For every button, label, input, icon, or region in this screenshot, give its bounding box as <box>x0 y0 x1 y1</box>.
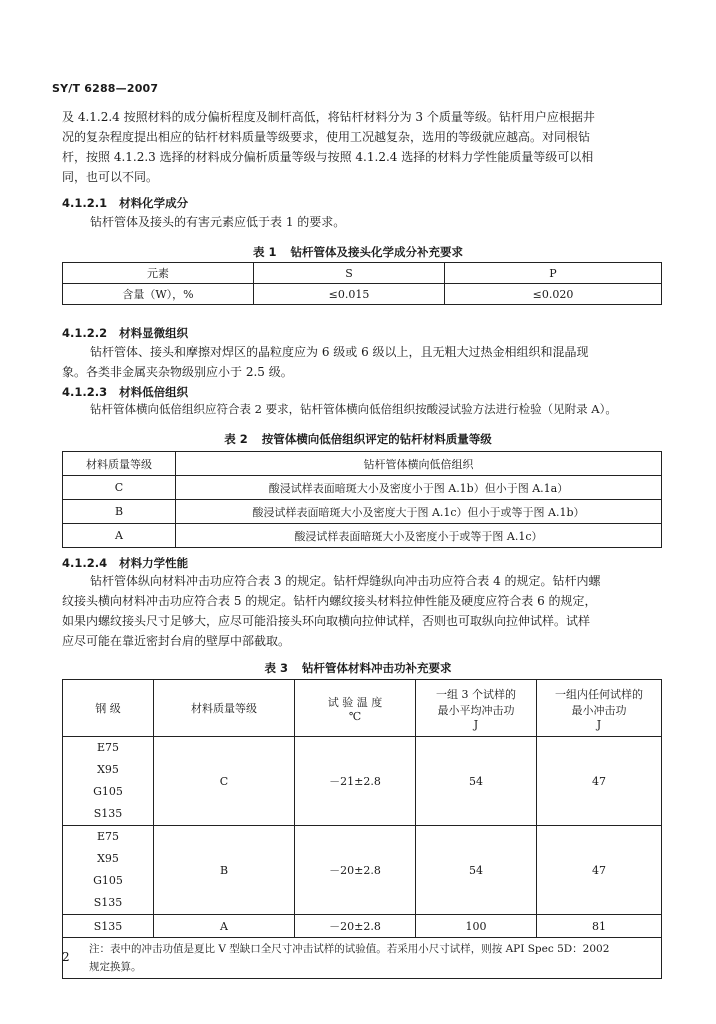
note-line: 注：表中的冲击功值是夏比 V 型缺口全尺寸冲击试样的试验值。若采用小尺寸试样，则按 API Spec 5D：2002 <box>89 943 610 955</box>
header-line: ℃ <box>348 709 362 723</box>
para-line: 如果内螺纹接头尺寸足够大，应尽可能沿接头环向取横向拉伸试样，否则也可取纵向拉伸试样。试样 <box>62 614 591 628</box>
table-row <box>63 476 662 500</box>
grade-item: S135 <box>93 896 123 909</box>
table-header-row <box>63 680 662 737</box>
table-header-row <box>63 263 662 284</box>
table-number: 表 1 <box>252 245 277 259</box>
section-4122-text <box>62 342 662 382</box>
section-number: 4.1.2.2 <box>62 326 108 340</box>
table-row <box>63 524 662 548</box>
table-cell: 47 <box>537 826 662 915</box>
grade-item: E75 <box>96 830 120 843</box>
table-header-cell <box>295 680 416 737</box>
grade-item: S135 <box>93 807 123 820</box>
table-cell: A <box>63 524 176 548</box>
table-header-cell: 钻杆管体横向低倍组织 <box>176 452 662 476</box>
grade-item: G105 <box>93 874 123 887</box>
table-header-cell: 材料质量等级 <box>154 680 295 737</box>
header-line: 试 验 温 度 <box>327 695 383 709</box>
header-line: J <box>473 717 479 731</box>
table-cell: B <box>154 826 295 915</box>
table-cell: 47 <box>537 737 662 826</box>
grade-item: X95 <box>97 852 119 865</box>
section-number: 4.1.2.4 <box>62 556 108 570</box>
para-line: 应尽可能在靠近密封台肩的壁厚中部截取。 <box>62 634 291 648</box>
table-cell-grades <box>63 737 154 826</box>
table-cell: 54 <box>416 826 537 915</box>
table-number: 表 2 <box>224 432 248 446</box>
section-title: 材料化学成分 <box>119 196 189 210</box>
header-line: 最小冲击功 <box>571 703 627 717</box>
table-cell: ≤0.015 <box>254 284 445 305</box>
table-header-cell: P <box>445 263 662 284</box>
table-cell: A <box>154 915 295 938</box>
table1-caption <box>0 244 716 260</box>
table-header-cell: 钢 级 <box>63 680 154 737</box>
page-number: 2 <box>62 950 70 964</box>
table2-caption <box>0 431 716 447</box>
table-row <box>63 284 662 305</box>
note-line: 规定换算。 <box>89 961 142 973</box>
para-line: 杆，按照 4.1.2.3 选择的材料成分偏析质量等级与按照 4.1.2.4 选择的材料力学性能质量等级可以相 <box>62 150 594 164</box>
table-row <box>63 826 662 915</box>
para-line: 钻杆管体纵向材料冲击功应符合表 3 的规定。钻杆焊缝纵向冲击功应符合表 4 的规定。钻杆内螺 <box>90 574 601 588</box>
table-row <box>63 737 662 826</box>
table-header-row <box>63 452 662 476</box>
table-title: 按管体横向低倍组织评定的钻杆材料质量等级 <box>261 432 492 446</box>
table-note-row <box>63 938 662 979</box>
table-header-cell: 元素 <box>63 263 254 284</box>
table3-impact-energy <box>62 679 662 979</box>
section-4123-text: 钻杆管体横向低倍组织应符合表 2 要求，钻杆管体横向低倍组织按酸浸试验方法进行检验（见附录 A）。 <box>90 402 617 416</box>
para-line: 纹接头横向材料冲击功应符合表 5 的规定。钻杆内螺纹接头材料拉伸性能及硬度应符合表 6 的规定， <box>62 594 597 608</box>
para-line: 同，也可以不同。 <box>62 170 159 184</box>
section-4121-text: 钻杆管体及接头的有害元素应低于表 1 的要求。 <box>90 215 346 229</box>
section-title: 材料力学性能 <box>119 556 189 570</box>
header-line: 一组 3 个试样的 <box>436 687 516 701</box>
section-4124-text <box>62 571 662 651</box>
table-cell: 100 <box>416 915 537 938</box>
table-header-cell: 材料质量等级 <box>63 452 176 476</box>
table-cell: －21±2.8 <box>295 737 416 826</box>
table-cell: C <box>63 476 176 500</box>
table-title: 钻杆管体材料冲击功补充要求 <box>302 661 452 675</box>
table-cell-grades <box>63 826 154 915</box>
section-4122-heading <box>62 325 188 341</box>
table-note <box>63 938 662 979</box>
table-cell: 酸浸试样表面暗斑大小及密度小于图 A.1b）但小于图 A.1a） <box>176 476 662 500</box>
grade-item: E75 <box>96 741 120 754</box>
grade-item: G105 <box>93 785 123 798</box>
header-line: J <box>596 717 602 731</box>
section-4124-heading <box>62 555 188 571</box>
section-title: 材料显微组织 <box>119 326 189 340</box>
table-cell: －20±2.8 <box>295 826 416 915</box>
para-line: 况的复杂程度提出相应的钻杆材料质量等级要求，使用工况越复杂，选用的等级就应越高。对同根钻 <box>62 130 591 144</box>
table-row <box>63 915 662 938</box>
document-code: SY/T 6288—2007 <box>52 82 159 95</box>
table-header-cell: S <box>254 263 445 284</box>
section-number: 4.1.2.3 <box>62 385 108 399</box>
para-line: 钻杆管体、接头和摩擦对焊区的晶粒度应为 6 级或 6 级以上，且无粗大过热金相组织和混晶现 <box>90 345 589 359</box>
table-header-cell <box>537 680 662 737</box>
table-cell: B <box>63 500 176 524</box>
table-cell: －20±2.8 <box>295 915 416 938</box>
table-cell-grades: S135 <box>63 915 154 938</box>
table-cell: 81 <box>537 915 662 938</box>
table-cell: 酸浸试样表面暗斑大小及密度大于图 A.1c）但小于或等于图 A.1b） <box>176 500 662 524</box>
section-4121-heading <box>62 195 188 211</box>
table1-chemical-composition <box>62 262 662 305</box>
para-line: 及 4.1.2.4 按照材料的成分偏析程度及制杆高低，将钻杆材料分为 3 个质量等级。钻杆用户应根据井 <box>62 110 595 124</box>
grade-item: X95 <box>97 763 119 776</box>
table-title: 钻杆管体及接头化学成分补充要求 <box>290 245 463 259</box>
para-line: 象。各类非金属夹杂物级别应小于 2.5 级。 <box>62 365 293 379</box>
table-cell: C <box>154 737 295 826</box>
section-number: 4.1.2.1 <box>62 196 108 210</box>
table3-caption <box>0 660 716 676</box>
header-line: 最小平均冲击功 <box>437 703 515 717</box>
paragraph-quality-grades <box>62 107 662 187</box>
table2-macrostructure <box>62 451 662 548</box>
header-line: 一组内任何试样的 <box>555 687 643 701</box>
table-cell: 含量（W），% <box>63 284 254 305</box>
table-header-cell <box>416 680 537 737</box>
table-number: 表 3 <box>264 661 288 675</box>
table-cell: ≤0.020 <box>445 284 662 305</box>
table-cell: 54 <box>416 737 537 826</box>
table-row <box>63 500 662 524</box>
section-4123-heading <box>62 384 188 400</box>
section-title: 材料低倍组织 <box>119 385 189 399</box>
table-cell: 酸浸试样表面暗斑大小及密度小于或等于图 A.1c） <box>176 524 662 548</box>
